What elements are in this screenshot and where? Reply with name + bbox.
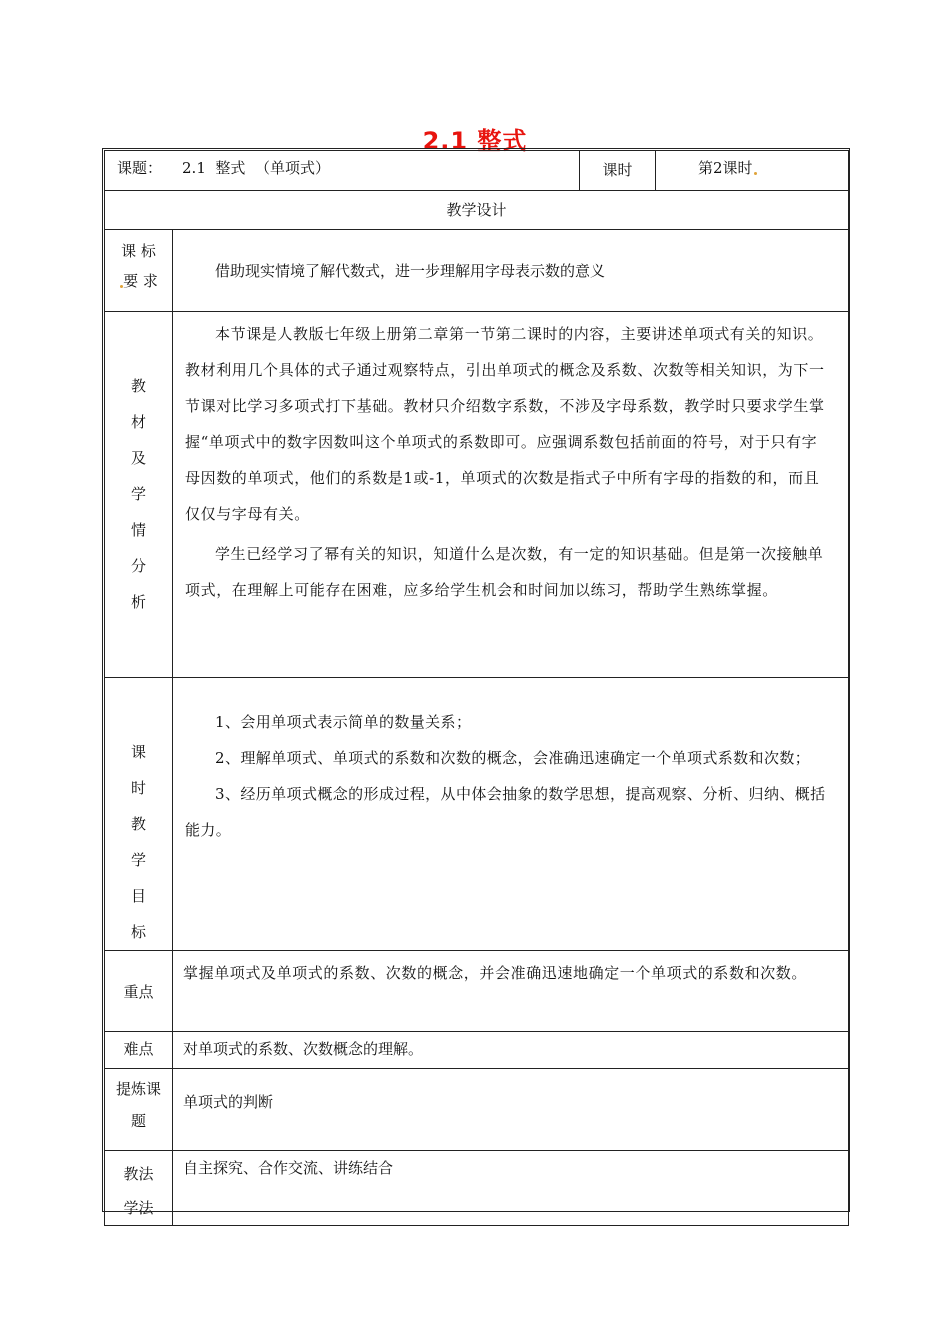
topic-label: 课题： — [117, 159, 163, 177]
section-heading-row — [105, 191, 849, 230]
period-value-cell — [656, 151, 849, 191]
topic-name: 整式 — [215, 159, 246, 177]
label-char: 分 — [130, 557, 146, 575]
methods-label-line2: 学法 — [123, 1199, 154, 1217]
key-point-content: 掌握单项式及单项式的系数、次数的概念，并会准确迅速地确定一个单项式的系数和次数。 — [183, 964, 808, 982]
methods-label — [105, 1151, 173, 1226]
topic-sub: （单项式） — [254, 159, 330, 177]
label-char: 时 — [130, 779, 146, 797]
label-char: 学 — [130, 485, 146, 503]
difficulty-content-cell — [173, 1032, 849, 1069]
methods-row — [105, 1151, 849, 1226]
methods-label-line1: 教法 — [123, 1165, 154, 1183]
key-point-row — [105, 951, 849, 1032]
label-char: 材 — [130, 413, 146, 431]
label-char: 教 — [130, 815, 146, 833]
curriculum-label-line1: 课 标 — [121, 242, 156, 260]
label-char: 标 — [130, 923, 146, 941]
teaching-objectives-content — [173, 678, 849, 951]
refined-topic-content: 单项式的判断 — [183, 1093, 274, 1111]
curriculum-label-line2: 要 求 — [123, 272, 158, 290]
section-heading-cell — [105, 191, 849, 230]
difficulty-content: 对单项式的系数、次数概念的理解。 — [183, 1040, 424, 1058]
period-label: 课时 — [602, 161, 633, 179]
material-paragraph: 学生已经学习了幂有关的知识，知道什么是次数，有一定的知识基础。但是第一次接触单项式，在理解上可能存在困难，应多给学生机会和时间加以练习，帮助学生熟练掌握。 — [185, 545, 824, 599]
label-char: 情 — [130, 521, 146, 539]
difficulty-label-cell — [105, 1032, 173, 1069]
difficulty-label: 难点 — [123, 1040, 154, 1058]
methods-content-cell — [173, 1151, 849, 1226]
page-title: 2.1 整式 — [422, 127, 528, 155]
refined-topic-content-cell — [173, 1069, 849, 1151]
teaching-objectives-label — [105, 678, 173, 951]
objective-item: 3、经历单项式概念的形成过程，从中体会抽象的数学思想，提高观察、分析、归纳、概括能力。 — [185, 785, 826, 839]
section-heading: 教学设计 — [446, 201, 507, 219]
methods-content: 自主探究、合作交流、讲练结合 — [183, 1159, 394, 1177]
label-char: 课 — [130, 743, 146, 761]
label-char: 学 — [130, 851, 146, 869]
material-analysis-label — [105, 312, 173, 678]
curriculum-standard-row — [105, 230, 849, 312]
material-analysis-content — [173, 312, 849, 678]
topic-number: 2.1 — [182, 159, 206, 177]
marker-dot — [754, 172, 757, 175]
label-char: 析 — [130, 593, 146, 611]
label-char: 教 — [130, 377, 146, 395]
header-row — [105, 151, 849, 191]
refined-topic-row — [105, 1069, 849, 1151]
topic-cell — [105, 151, 580, 191]
period-value: 第2课时 — [698, 159, 753, 177]
refined-topic-label-line2: 题 — [130, 1112, 146, 1130]
label-char: 目 — [130, 887, 146, 905]
key-point-content-cell — [173, 951, 849, 1032]
curriculum-standard-content: 借助现实情境了解代数式，进一步理解用字母表示数的意义 — [215, 262, 606, 280]
key-point-label: 重点 — [123, 982, 154, 1001]
objective-item: 1、会用单项式表示简单的数量关系； — [215, 713, 472, 731]
material-paragraph: 本节课是人教版七年级上册第二章第一节第二课时的内容，主要讲述单项式有关的知识。教材利用几个具体的式子通过观察特点，引出单项式的概念及系数、次数等相关知识，为下一节课对比学习多项式打下基础。教材只介绍数字系数，不涉及字母系数，教学时只要求学生掌握“单项式中的数字因数叫这个单项式的系数即可。应强调系数包括前面的符号，对于只有字母因数的单项式，他们的系数是1或-1，单项式的次数是指式子中所有字母的指数的和，而且仅仅与字母有关。 — [185, 325, 825, 523]
refined-topic-label-line1: 提炼课 — [115, 1080, 161, 1098]
material-analysis-row — [105, 312, 849, 678]
key-point-label-cell — [105, 951, 173, 1032]
refined-topic-label — [105, 1069, 173, 1151]
lesson-plan-table — [104, 150, 849, 1226]
label-char: 及 — [130, 449, 146, 467]
curriculum-standard-label — [105, 230, 173, 312]
curriculum-standard-content-cell — [173, 230, 849, 312]
period-label-cell — [580, 151, 656, 191]
difficulty-row — [105, 1032, 849, 1069]
teaching-objectives-row — [105, 678, 849, 951]
objective-item: 2、理解单项式、单项式的系数和次数的概念，会准确迅速确定一个单项式系数和次数； — [215, 749, 811, 767]
